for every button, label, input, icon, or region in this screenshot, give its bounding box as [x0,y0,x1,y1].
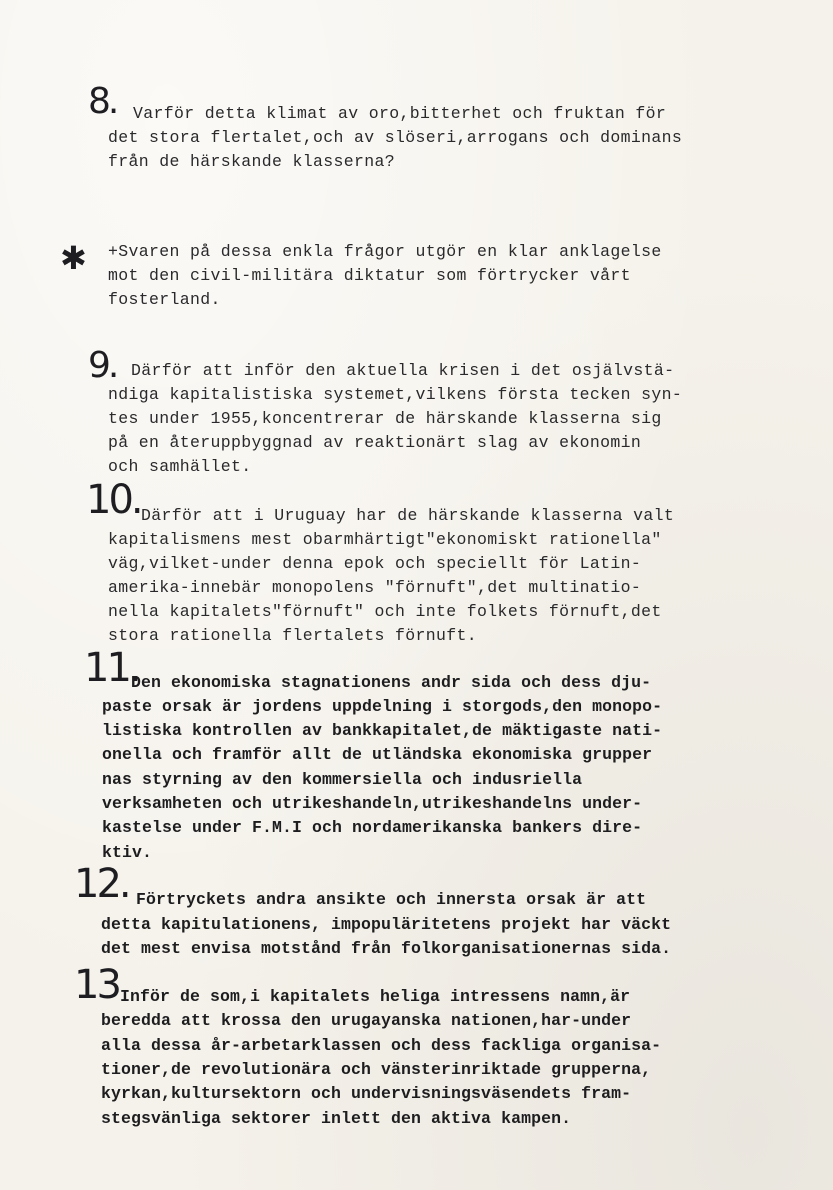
text-line: alla dessa år-arbetarklassen och dess fackliga organisa- [101,1036,662,1055]
paragraph-number: 12. [74,861,129,907]
text-line: väg,vilket-under denna epok och speciellt för Latin- [108,554,642,573]
asterisk-icon: ✱ [60,239,84,277]
text-line: tes under 1955,koncentrerar de härskande klasserna sig [108,409,662,428]
text-line: ndiga kapitalistiska systemet,vilkens första tecken syn- [108,385,683,404]
text-line: kapitalismens mest obarmhärtigt"ekonomiskt rationella" [108,530,662,549]
text-line: paste orsak är jordens uppdelning i storgods,den monopo- [102,697,663,716]
text-line: Därför att inför den aktuella krisen i det osjälvstä- [131,361,675,380]
text-line: stora rationella flertalets förnuft. [108,626,478,645]
text-line: onella och framför allt de utländska ekonomiska grupper [102,745,653,764]
text-line: mot den civil-militära diktatur som förtrycker vårt [108,266,631,285]
text-line: +Svaren på dessa enkla frågor utgör en klar anklagelse [108,242,662,261]
text-line: kyrkan,kultursektorn och undervisningsväsendets fram- [101,1084,632,1103]
paragraph-number: 11. [84,645,139,691]
paragraph-number: 10. [86,477,141,523]
text-line: från de härskande klasserna? [108,152,396,171]
paragraph-number: 13 [74,962,119,1008]
text-line: beredda att krossa den urugayanska nationen,har-under [101,1011,632,1030]
text-line: Varför detta klimat av oro,bitterhet och fruktan för [133,104,667,123]
text-line: listiska kontrollen av bankkapitalet,de mäktigaste nati- [102,721,663,740]
text-line: fosterland. [108,290,221,309]
text-line: Därför att i Uruguay har de härskande klasserna valt [141,506,675,525]
text-line: nas styrning av den kommersiella och indusriella [102,770,583,789]
text-line: amerika-innebär monopolens "förnuft",det multinatio- [108,578,642,597]
text-line: Förtryckets andra ansikte och innersta orsak är att [136,890,647,909]
text-line: detta kapitulationens, impopuläritetens projekt har väckt [101,915,672,934]
text-line: tioner,de revolutionära och vänsterinriktade grupperna, [101,1060,652,1079]
text-line: stegsvänliga sektorer inlett den aktiva kampen. [101,1109,572,1128]
text-line: ktiv. [102,843,153,862]
text-line: verksamheten och utrikeshandeln,utrikeshandelns under- [102,794,643,813]
text-line: det stora flertalet,och av slöseri,arrogans och dominans [108,128,683,147]
paragraph-number: 8. [88,81,117,122]
paragraph-number: 9. [88,345,117,386]
text-line: Den ekonomiska stagnationens andr sida och dess dju- [131,673,652,692]
text-line: och samhället. [108,457,252,476]
text-line: Inför de som,i kapitalets heliga intressens namn,är [120,987,631,1006]
text-line: på en återuppbyggnad av reaktionärt slag av ekonomin [108,433,642,452]
text-line: nella kapitalets"förnuft" och inte folkets förnuft,det [108,602,662,621]
text-line: kastelse under F.M.I och nordamerikanska bankers dire- [102,818,643,837]
text-line: det mest envisa motstånd från folkorganisationernas sida. [101,939,672,958]
